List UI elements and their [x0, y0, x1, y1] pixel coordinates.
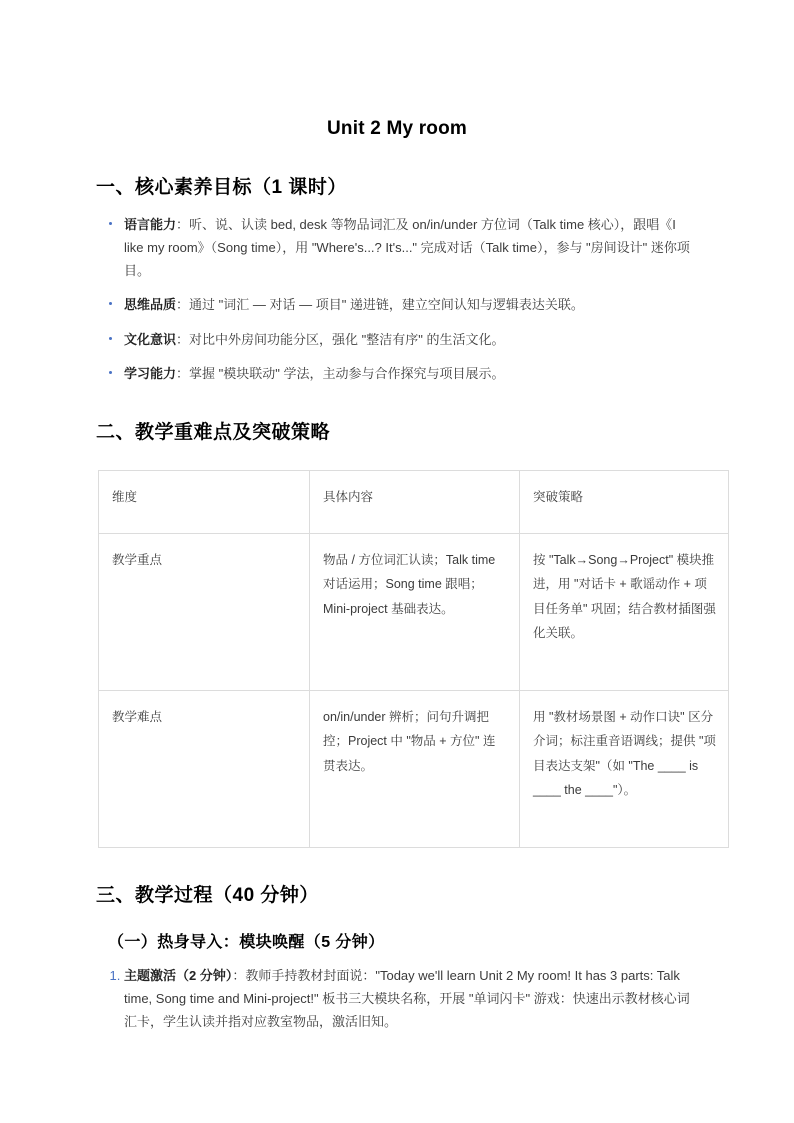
table-cell: 用 "教材场景图 + 动作口诀" 区分介词；标注重音语调线；提供 "项目表达支架"（如 "The ____ is ____ the ____"）。: [520, 690, 729, 847]
list-item: [106, 362, 698, 385]
keypoints-table: [98, 470, 729, 848]
table-cell: 教学难点: [99, 690, 310, 847]
step-text: ：教师手持教材封面说："Today we'll learn Unit 2 My room! It has 3 parts: Talk time, Song time and Mini-project!" 板书三大模块名称，开展 "单词闪卡" 游戏：快速出示教材核心词汇卡，学生认读并指对应教室物品，激活旧知。: [124, 967, 690, 1029]
table-header-cell: 维度: [99, 470, 310, 533]
list-item: [106, 293, 698, 316]
bullet-text: ：听、说、认读 bed, desk 等物品词汇及 on/in/under 方位词（Talk time 核心），跟唱《I like my room》（Song time），用 "Where's...? It's..." 完成对话（Talk time），参与 "房间设计" 迷你项目。: [124, 217, 690, 279]
list-item: [106, 213, 698, 282]
section-heading-keypoints: 二、教学重难点及突破策略: [96, 421, 331, 443]
bullet-text: ：掌握 "模块联动" 学法，主动参与合作探究与项目展示。: [176, 365, 505, 381]
table-header-cell: 突破策略: [520, 470, 729, 533]
list-item: [106, 328, 698, 351]
bullet-lead: 学习能力: [124, 365, 177, 381]
table-cell: 物品 / 方位词汇认读；Talk time 对话运用；Song time 跟唱；Mini-project 基础表达。: [310, 533, 520, 690]
objectives-list: [96, 213, 698, 385]
bullet-text: ：通过 "词汇 — 对话 — 项目" 递进链，建立空间认知与逻辑表达关联。: [176, 297, 584, 313]
table-cell: 教学重点: [99, 533, 310, 690]
bullet-lead: 思维品质: [124, 297, 177, 313]
section-heading-process: 三、教学过程（40 分钟）: [96, 884, 319, 906]
subsection-heading-warmup: （一）热身导入：模块唤醒（5 分钟）: [108, 933, 385, 951]
list-item: [124, 964, 698, 1033]
table-header-cell: 具体内容: [310, 470, 520, 533]
page-title: Unit 2 My room: [326, 118, 468, 139]
table-row: [99, 690, 729, 847]
process-steps-list: [96, 964, 698, 1033]
table-row: [99, 533, 729, 690]
table-header-row: [99, 470, 729, 533]
bullet-text: ：对比中外房间功能分区，强化 "整洁有序" 的生活文化。: [176, 331, 505, 347]
step-lead: 主题激活（2 分钟）: [124, 967, 233, 983]
section-heading-objectives: 一、核心素养目标（1 课时）: [96, 177, 347, 198]
table-cell: 按 "Talk→Song→Project" 模块推进，用 "对话卡 + 歌谣动作 + 项目任务单" 巩固；结合教材插图强化关联。: [520, 533, 729, 690]
bullet-lead: 文化意识: [124, 331, 177, 347]
bullet-lead: 语言能力: [124, 217, 177, 232]
table-cell: on/in/under 辨析；问句升调把控；Project 中 "物品 + 方位" 连贯表达。: [310, 690, 520, 847]
